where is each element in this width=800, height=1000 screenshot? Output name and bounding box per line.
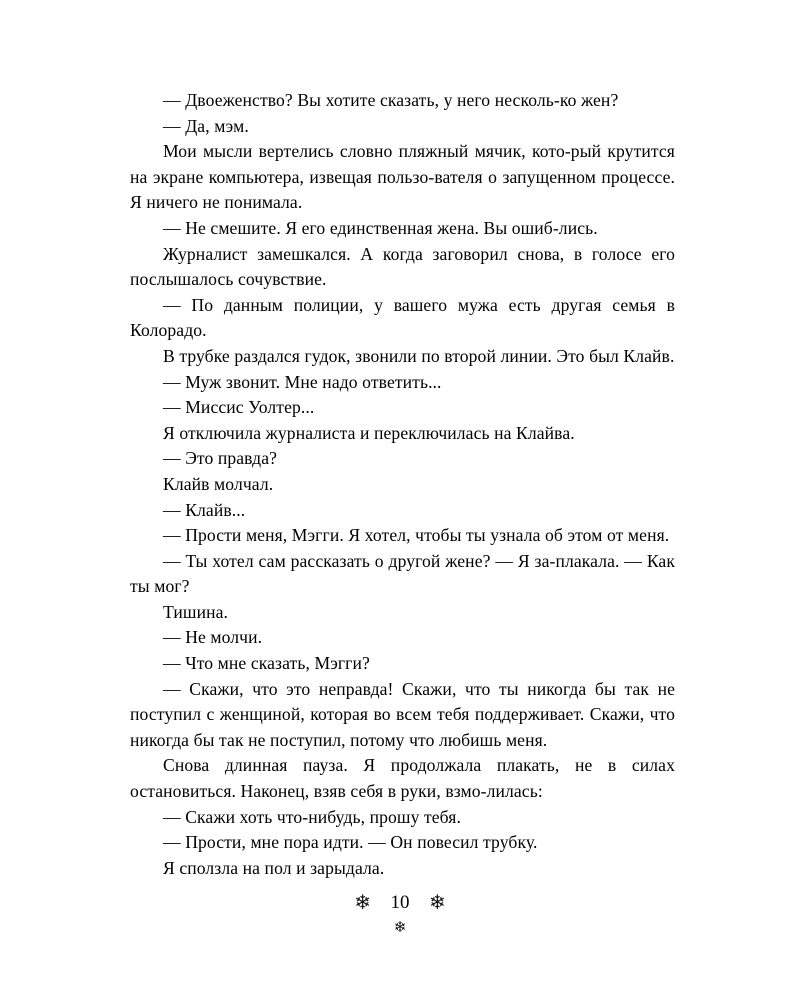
paragraph: — Клайв... — [163, 499, 246, 520]
paragraph: — Скажи хоть что-нибудь, прошу тебя. — [163, 806, 461, 827]
page-footer — [0, 892, 800, 962]
paragraph: — По данным полиции, у вашего мужа есть другая семья в Колорадо. — [130, 294, 675, 341]
paragraph: В трубке раздался гудок, звонили по второй линии. Это был Клайв. — [163, 345, 675, 366]
snowflake-icon: ❄ — [354, 892, 371, 914]
footer-ornament-row — [0, 892, 800, 914]
paragraph: — Миссис Уолтер... — [163, 397, 315, 418]
paragraph: Я отключила журналиста и переключилась на Клайва. — [163, 422, 575, 443]
body-text-column — [130, 88, 675, 881]
paragraph: Клайв молчал. — [163, 473, 274, 494]
paragraph: — Прости, мне пора идти. — Он повесил трубку. — [163, 832, 538, 853]
paragraph: Журналист замешкался. А когда заговорил снова, в голосе его послышалось сочувствие. — [130, 243, 675, 290]
footer-ornament-bottom — [0, 918, 800, 938]
paragraph: — Скажи, что это неправда! Скажи, что ты никогда бы так не поступил с женщиной, которая во всем тебя поддерживает. Скажи, что никогда бы так не поступил, потому что любишь меня. — [130, 678, 675, 750]
page-number: 10 — [390, 892, 410, 913]
paragraph: — Что мне сказать, Мэгги? — [163, 653, 370, 674]
paragraph: — Не смешите. Я его единственная жена. Вы ошиб-лись. — [163, 217, 598, 238]
snowflake-icon: ❄ — [429, 892, 446, 914]
paragraph: — Не молчи. — [163, 627, 263, 648]
paragraph: — Двоеженство? Вы хотите сказать, у него несколь-ко жен? — [163, 90, 619, 110]
paragraph: — Да, мэм. — [163, 115, 249, 136]
paragraph: Тишина. — [163, 601, 229, 622]
paragraph: — Муж звонит. Мне надо ответить... — [163, 371, 442, 392]
paragraph: — Прости меня, Мэгги. Я хотел, чтобы ты узнала об этом от меня. — [163, 525, 670, 546]
paragraph: Я сползла на пол и зарыдала. — [163, 857, 385, 878]
paragraph: Мои мысли вертелись словно пляжный мячик, кото-рый крутится на экране компьютера, извещая пользо-вателя о запущенном процессе. Я ничего не понимала. — [130, 141, 675, 213]
paragraph: — Это правда? — [163, 448, 278, 469]
paragraph: — Ты хотел сам рассказать о другой жене? — Я за-плакала. — Как ты мог? — [130, 550, 675, 597]
paragraph: Снова длинная пауза. Я продолжала плакать, не в силах остановиться. Наконец, взяв себя в руки, взмо-лилась: — [130, 755, 675, 802]
snowflake-icon: ❄ — [393, 920, 407, 936]
